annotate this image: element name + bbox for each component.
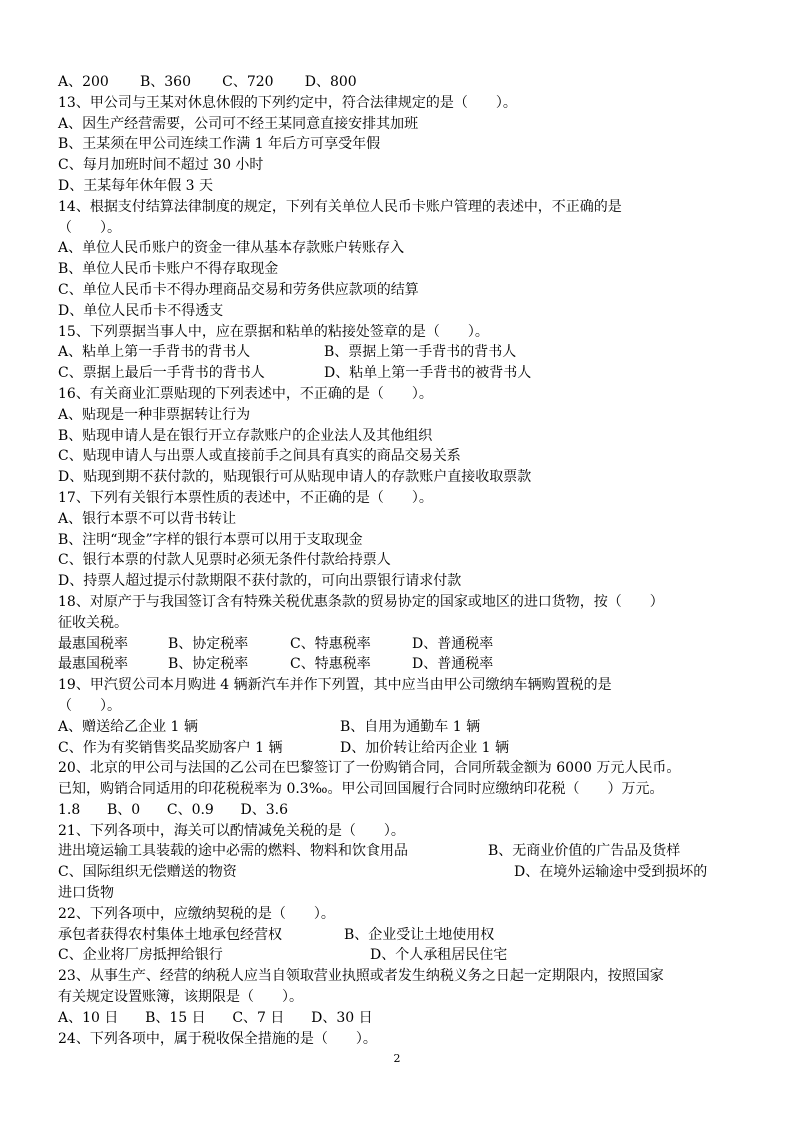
q21-option-d-cont: 进口货物 bbox=[58, 885, 114, 902]
q13-option-d: D、王某每年休年假 3 天 bbox=[58, 177, 214, 194]
q15-option-d: D、粘单上第一手背书的被背书人 bbox=[324, 365, 532, 382]
question-18-cont: 征收关税。 bbox=[58, 614, 128, 631]
q13-option-a: A、因生产经营需要，公司可不经王某同意直接安排其加班 bbox=[58, 115, 419, 132]
q22-option-a: 承包者获得农村集体土地承包经营权 bbox=[58, 926, 282, 943]
q16-option-a: A、贴现是一种非票据转让行为 bbox=[58, 406, 251, 423]
q18-option-c: C、特惠税率 bbox=[290, 635, 371, 652]
question-15: 15、下列票据当事人中，应在票据和粘单的粘接处签章的是（ ）。 bbox=[58, 323, 489, 340]
q18-option-b: B、协定税率 bbox=[168, 635, 249, 652]
question-22: 22、下列各项中，应缴纳契税的是（ ）。 bbox=[58, 905, 335, 922]
q16-option-c: C、贴现申请人与出票人或直接前手之间具有真实的商品交易关系 bbox=[58, 448, 461, 465]
q18-option-a: 最惠国税率 bbox=[58, 635, 128, 652]
q19-option-a: A、赠送给乙企业 1 辆 bbox=[58, 718, 198, 735]
q15-options-row-1 bbox=[58, 342, 748, 363]
q18-option-a-dup: 最惠国税率 bbox=[58, 656, 128, 673]
q19-options-row-1 bbox=[58, 717, 748, 738]
q19-option-d: D、加价转让给丙企业 1 辆 bbox=[340, 739, 510, 756]
q19-option-b: B、自用为通勤车 1 辆 bbox=[340, 718, 481, 735]
q15-options-row-2 bbox=[58, 363, 748, 384]
question-19-blank: （ ）。 bbox=[58, 697, 121, 714]
q15-option-a: A、粘单上第一手背书的背书人 bbox=[58, 344, 251, 361]
q21-option-b: B、无商业价值的广告品及货样 bbox=[488, 843, 681, 860]
q14-option-c: C、单位人民币卡不得办理商品交易和劳务供应款项的结算 bbox=[58, 281, 419, 298]
question-14-blank: （ ）。 bbox=[58, 219, 121, 236]
q23-options: A、10 日 B、15 日 C、7 日 D、30 日 bbox=[58, 1009, 373, 1026]
q18-option-d-dup: D、普通税率 bbox=[412, 656, 494, 673]
q13-option-c: C、每月加班时间不超过 30 小时 bbox=[58, 157, 264, 174]
q18-option-b-dup: B、协定税率 bbox=[168, 656, 249, 673]
q20-options: 1.8 B、0 C、0.9 D、3.6 bbox=[58, 801, 289, 818]
question-13: 13、甲公司与王某对休息休假的下列约定中，符合法律规定的是（ ）。 bbox=[58, 94, 517, 111]
q17-option-c: C、银行本票的付款人见票时必须无条件付款给持票人 bbox=[58, 552, 391, 569]
question-21: 21、下列各项中，海关可以酌情减免关税的是（ ）。 bbox=[58, 822, 405, 839]
q17-option-a: A、银行本票不可以背书转让 bbox=[58, 510, 237, 527]
question-20: 20、北京的甲公司与法国的乙公司在巴黎签订了一份购销合同，合同所载金额为 6000 万元人民币。 bbox=[58, 760, 681, 777]
q18-options-row-1 bbox=[58, 634, 748, 655]
q15-option-c: C、票据上最后一手背书的背书人 bbox=[58, 365, 265, 382]
q14-option-d: D、单位人民币卡不得透支 bbox=[58, 302, 224, 319]
q21-options-row-1 bbox=[58, 841, 748, 862]
q18-options-row-2 bbox=[58, 654, 748, 675]
q16-option-b: B、贴现申请人是在银行开立存款账户的企业法人及其他组织 bbox=[58, 427, 433, 444]
q14-option-b: B、单位人民币卡账户不得存取现金 bbox=[58, 261, 279, 278]
q22-option-c: C、企业将厂房抵押给银行 bbox=[58, 947, 223, 964]
question-24: 24、下列各项中，属于税收保全措施的是（ ）。 bbox=[58, 1030, 377, 1047]
question-19: 19、甲汽贸公司本月购进 4 辆新汽车并作下列置，其中应当由甲公司缴纳车辆购置税的是 bbox=[58, 677, 612, 694]
question-16: 16、有关商业汇票贴现的下列表述中，不正确的是（ ）。 bbox=[58, 385, 433, 402]
question-18: 18、对原产于与我国签订含有特殊关税优惠条款的贸易协定的国家或地区的进口货物，按（ ） bbox=[58, 593, 664, 610]
q15-option-b: B、票据上第一手背书的背书人 bbox=[324, 344, 517, 361]
q21-option-c: C、国际组织无偿赠送的物资 bbox=[58, 864, 237, 881]
question-23-cont: 有关规定设置账簿，该期限是（ ）。 bbox=[58, 989, 303, 1006]
q17-option-b: B、注明“现金”字样的银行本票可以用于支取现金 bbox=[58, 531, 363, 548]
q17-option-d: D、持票人超过提示付款期限不获付款的，可向出票银行请求付款 bbox=[58, 573, 462, 590]
q22-option-d: D、个人承租居民住宅 bbox=[370, 947, 508, 964]
q21-option-d: D、在境外运输途中受到损坏的 bbox=[514, 864, 708, 881]
q13-option-b: B、王某须在甲公司连续工作满 1 年后方可享受年假 bbox=[58, 136, 381, 153]
question-17: 17、下列有关银行本票性质的表述中，不正确的是（ ）。 bbox=[58, 489, 433, 506]
q19-options-row-2 bbox=[58, 738, 748, 759]
q18-option-d: D、普通税率 bbox=[412, 635, 494, 652]
question-23: 23、从事生产、经营的纳税人应当自领取营业执照或者发生纳税义务之日起一定期限内，按照国家 bbox=[58, 968, 664, 985]
q16-option-d: D、贴现到期不获付款的，贴现银行可从贴现申请人的存款账户直接收取票款 bbox=[58, 469, 532, 486]
document-page bbox=[58, 72, 748, 1049]
page-number: 2 bbox=[393, 1052, 401, 1065]
question-20-cont: 已知，购销合同适用的印花税税率为 0.3‰。甲公司回国履行合同时应缴纳印花税（ ）万元。 bbox=[58, 781, 664, 798]
question-14: 14、根据支付结算法律制度的规定，下列有关单位人民币卡账户管理的表述中，不正确的是 bbox=[58, 198, 622, 215]
q18-option-c-dup: C、特惠税率 bbox=[290, 656, 371, 673]
q21-option-a: 进出境运输工具装载的途中必需的燃料、物料和饮食用品 bbox=[58, 843, 408, 860]
q22-option-b: B、企业受让土地使用权 bbox=[344, 926, 495, 943]
q12-options: A、200 B、360 C、720 D、800 bbox=[58, 74, 357, 90]
q21-options-row-2 bbox=[58, 862, 748, 883]
q19-option-c: C、作为有奖销售奖品奖励客户 1 辆 bbox=[58, 739, 283, 756]
q22-options-row-1 bbox=[58, 925, 748, 946]
q22-options-row-2 bbox=[58, 945, 748, 966]
q14-option-a: A、单位人民币账户的资金一律从基本存款账户转账存入 bbox=[58, 240, 405, 257]
